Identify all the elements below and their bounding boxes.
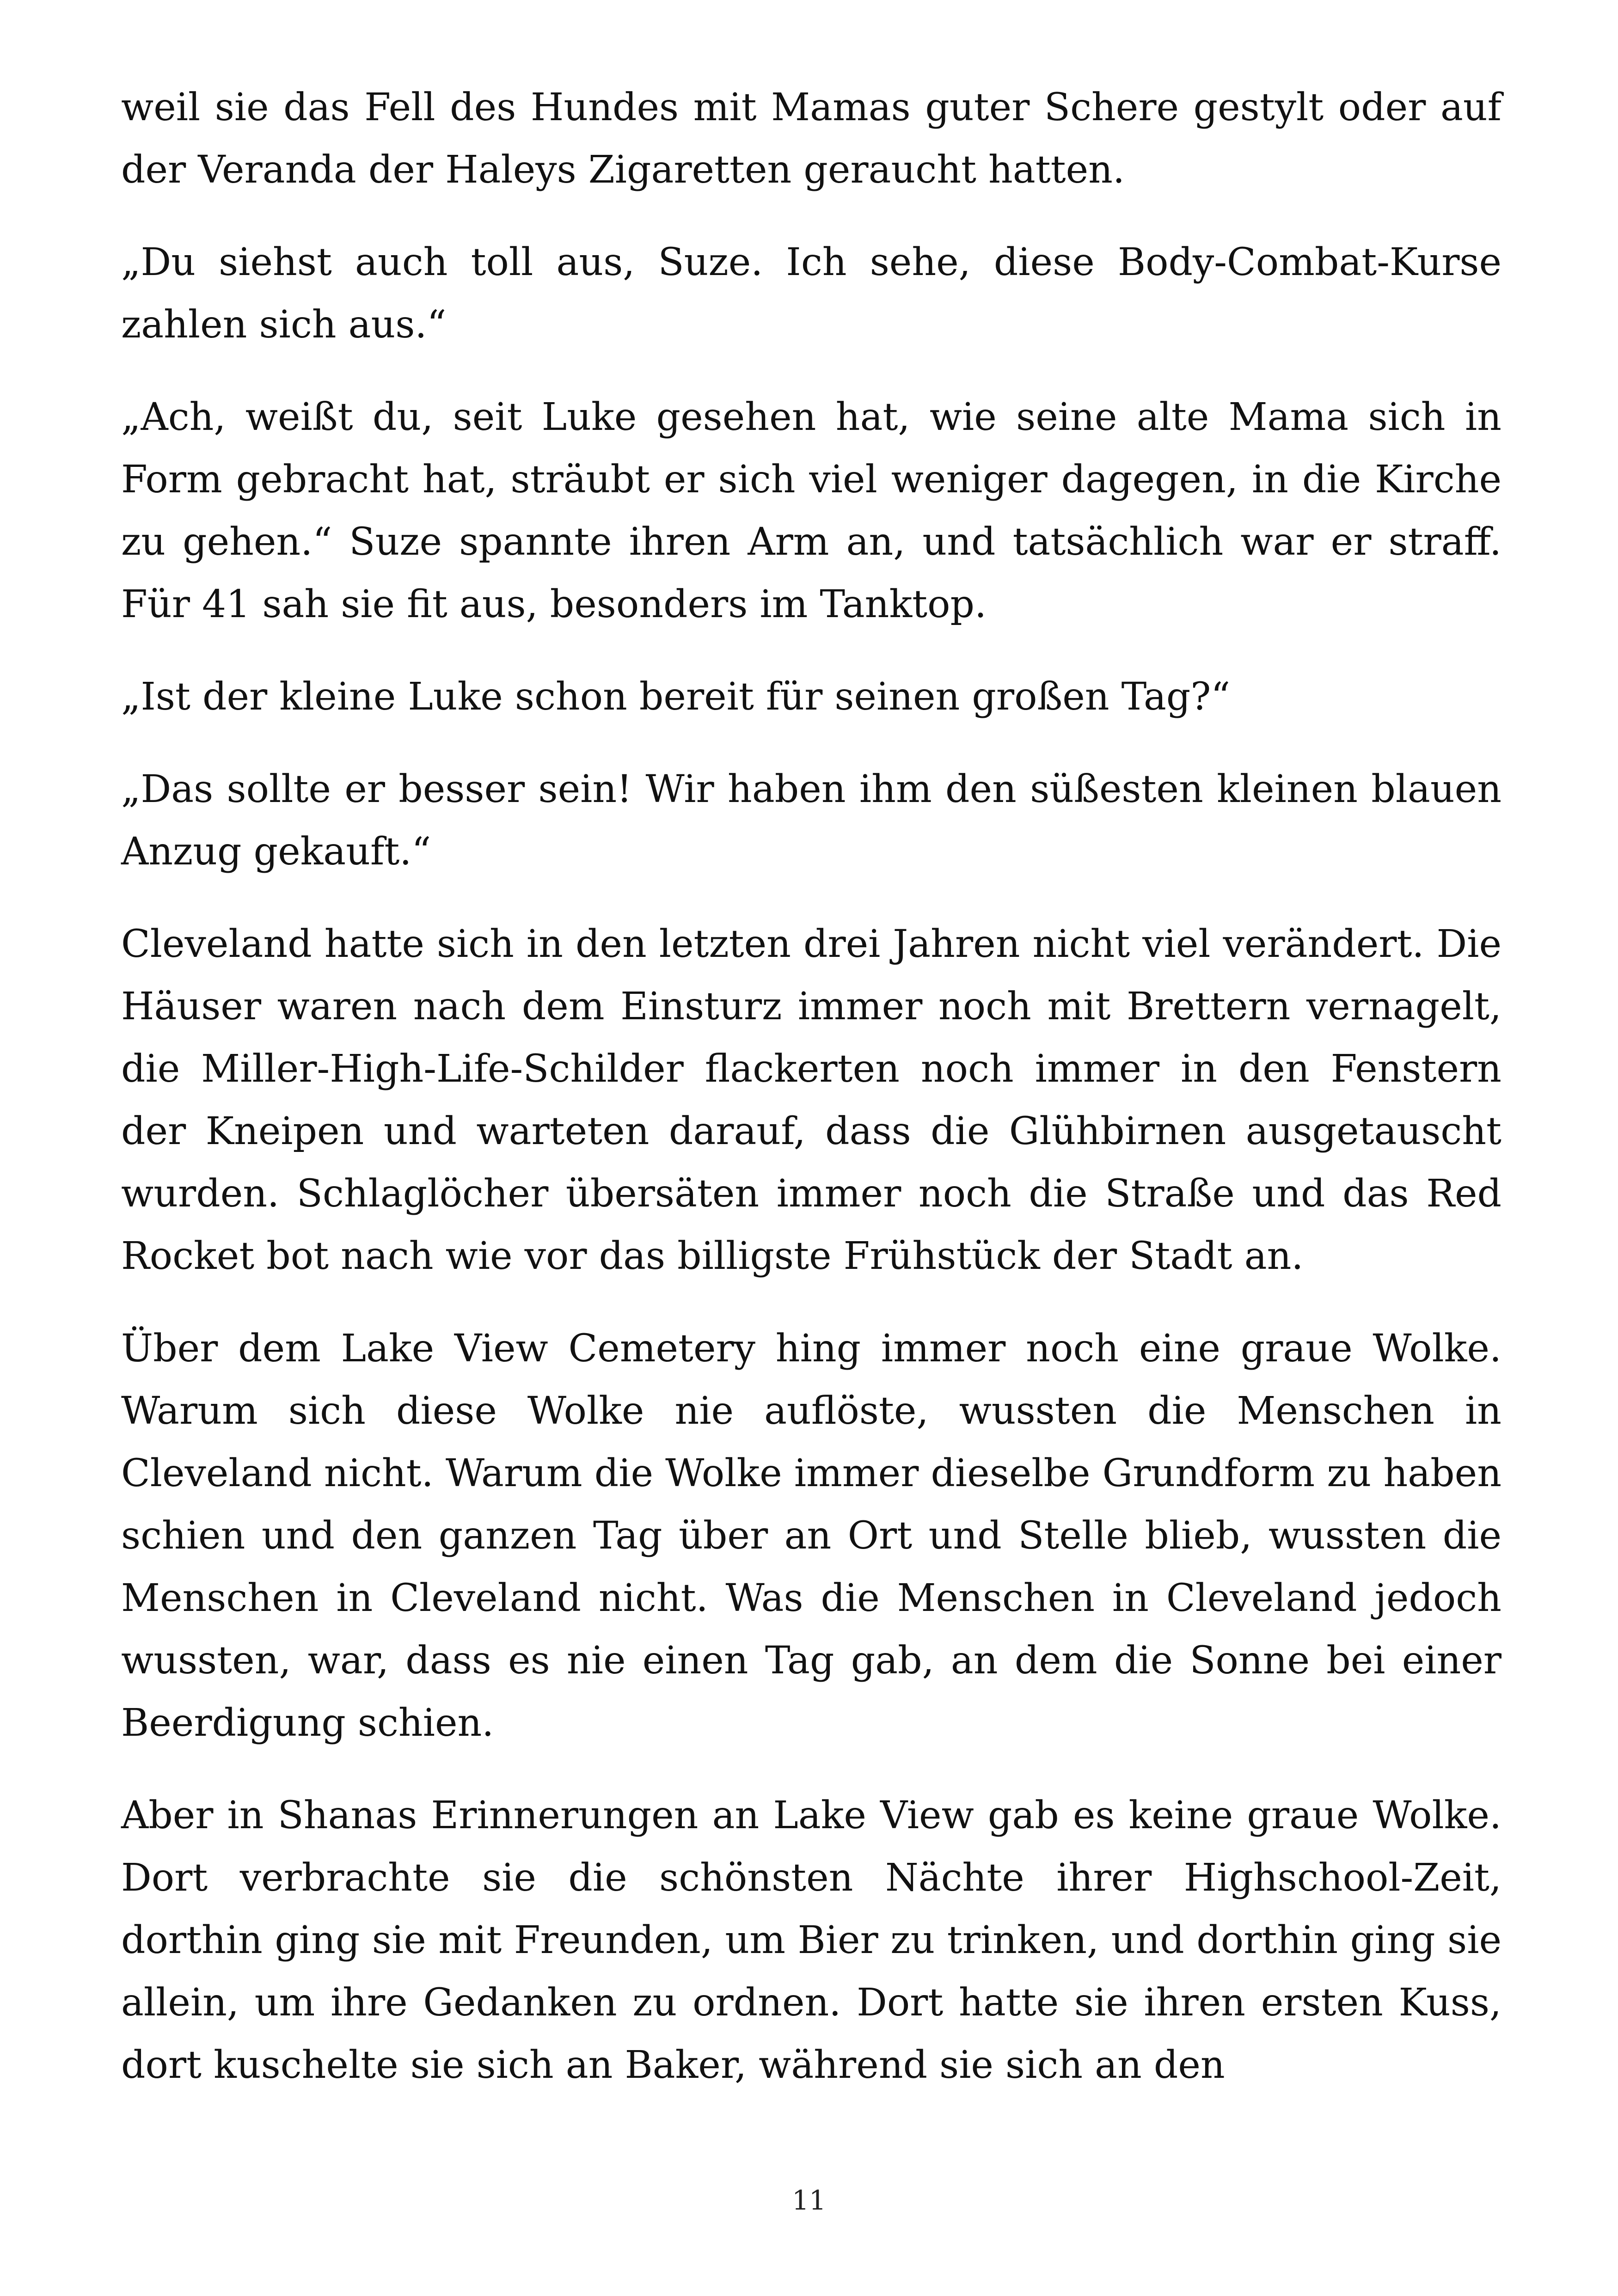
page-body [121,76,1502,2126]
paragraph-6: Cleveland hatte sich in den letzten drei Jahren nicht viel verändert. Die Häuser waren nach dem Einsturz immer noch mit Brettern vernagelt, die Miller-High-Life-Schilder flackerten noch immer in den Fenstern der Kneipen und warteten darauf, dass die Glühbirnen ausgetauscht wurden. Schlaglöcher übersäten immer noch die Straße und das Red Rocket bot nach wie vor das billigste Frühstück der Stadt an. [121,922,1502,1278]
paragraph-8: Aber in Shanas Erinnerungen an Lake View gab es keine graue Wolke. Dort verbrachte sie die schönsten Nächte ihrer Highschool-Zeit, dorthin ging sie mit Freunden, um Bier zu trinken, und dorthin ging sie allein, um ihre Gedanken zu ordnen. Dort hatte sie ihren ersten Kuss, dort kuschelte sie sich an Baker, während sie sich an den [121,1794,1502,2087]
paragraph-1: weil sie das Fell des Hundes mit Mamas guter Schere gestylt oder auf der Veranda der Haleys Zigaretten geraucht hatten. [121,86,1502,192]
paragraph-5: „Das sollte er besser sein! Wir haben ihm den süßesten kleinen blauen Anzug gekauft.“ [121,767,1502,874]
paragraph-7: Über dem Lake View Cemetery hing immer noch eine graue Wolke. Warum sich diese Wolke nie auflöste, wussten die Menschen in Cleveland nicht. Warum die Wolke immer dieselbe Grundform zu haben schien und den ganzen Tag über an Ort und Stelle blieb, wussten die Menschen in Cleveland nicht. Was die Menschen in Cleveland jedoch wussten, war, dass es nie einen Tag gab, an dem die Sonne bei einer Beerdigung schien. [121,1327,1502,1745]
page-number: 11 [792,2185,826,2216]
paragraph-2: „Du siehst auch toll aus, Suze. Ich sehe, diese Body-Combat-Kurse zahlen sich aus.“ [121,240,1502,347]
paragraph-4: „Ist der kleine Luke schon bereit für seinen großen Tag?“ [121,675,1231,719]
paragraph-3: „Ach, weißt du, seit Luke gesehen hat, wie seine alte Mama sich in Form gebracht hat, sträubt er sich viel weniger dagegen, in die Kirche zu gehen.“ Suze spannte ihren Arm an, und tatsächlich war er straff. Für 41 sah sie fit aus, besonders im Tanktop. [121,395,1502,626]
